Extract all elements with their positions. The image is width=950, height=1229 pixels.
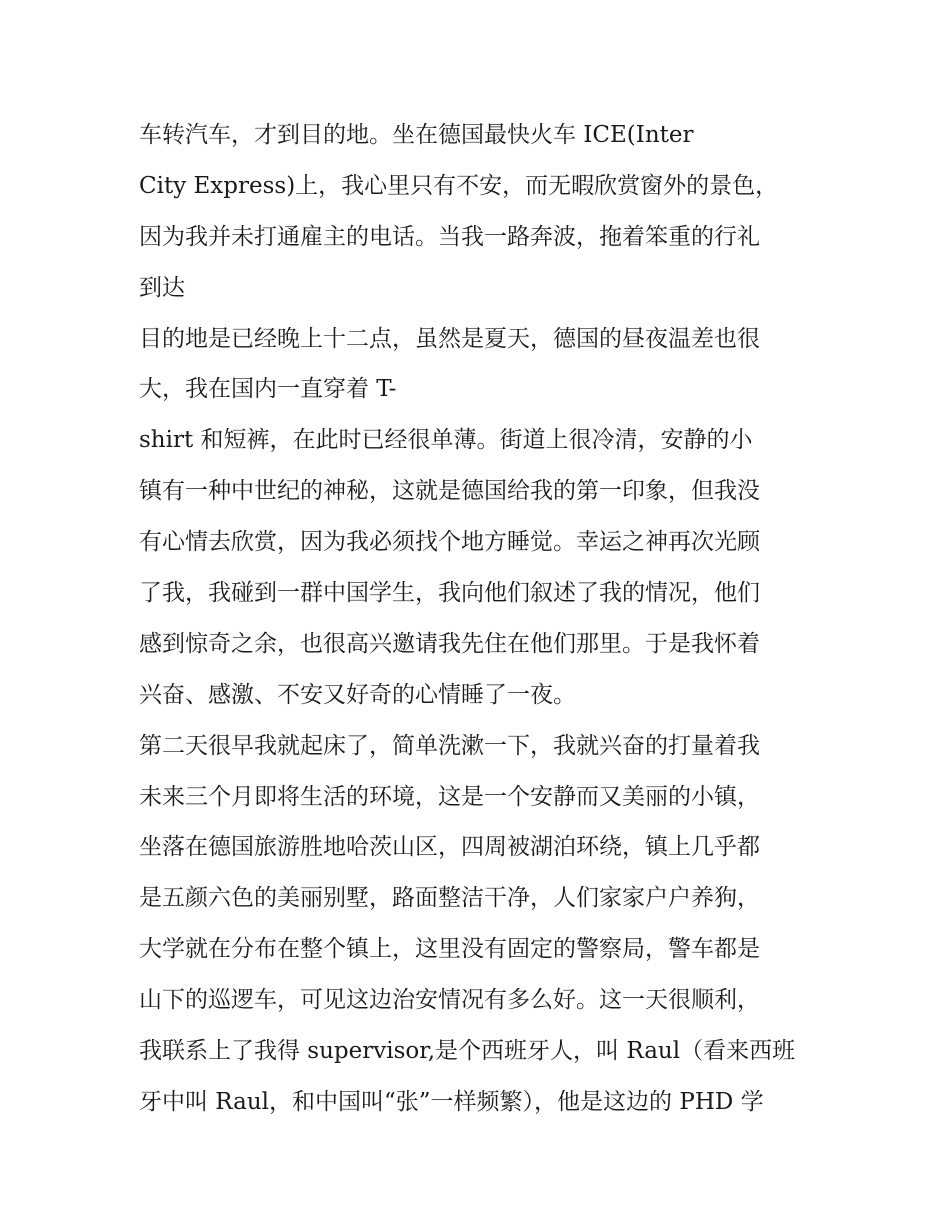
text-line: City Express)上，我心里只有不安，而无暇欣赏窗外的景色， (139, 172, 779, 199)
text-line: 第二天很早我就起床了，简单洗漱一下，我就兴奋的打量着我 (139, 732, 760, 759)
body-text (139, 110, 819, 1128)
text-line: 兴奋、感激、不安又好奇的心情睡了一夜。 (139, 681, 576, 708)
text-line: 我联系上了我得 supervisor,是个西班牙人，叫 Raul（看来西班 (139, 1038, 796, 1065)
text-line: 到达 (139, 274, 185, 301)
text-line: 目的地是已经晚上十二点，虽然是夏天，德国的昼夜温差也很 (139, 325, 760, 352)
text-line: 镇有一种中世纪的神秘，这就是德国给我的第一印象，但我没 (139, 478, 760, 505)
text-line: 牙中叫 Raul，和中国叫“张”一样频繁），他是这边的 PHD 学 (139, 1088, 764, 1115)
text-line: 了我，我碰到一群中国学生，我向他们叙述了我的情况，他们 (139, 580, 760, 607)
text-line: 大，我在国内一直穿着 T- (139, 376, 397, 403)
text-line: 未来三个月即将生活的环境，这是一个安静而又美丽的小镇， (139, 783, 760, 810)
text-line: 感到惊奇之余，也很高兴邀请我先住在他们那里。于是我怀着 (139, 630, 760, 657)
text-line: 是五颜六色的美丽别墅，路面整洁干净，人们家家户户养狗， (139, 885, 760, 912)
text-line: 山下的巡逻车，可见这边治安情况有多么好。这一天很顺利， (139, 987, 760, 1014)
text-line: 坐落在德国旅游胜地哈茨山区，四周被湖泊环绕，镇上几乎都 (139, 834, 760, 861)
text-line: shirt 和短裤，在此时已经很单薄。街道上很冷清，安静的小 (139, 427, 753, 454)
text-line: 因为我并未打通雇主的电话。当我一路奔波，拖着笨重的行礼 (139, 223, 760, 250)
text-line: 有心情去欣赏，因为我必须找个地方睡觉。幸运之神再次光顾 (139, 529, 760, 556)
text-line: 车转汽车，才到目的地。坐在德国最快火车 ICE(Inter (139, 122, 694, 148)
text-line: 大学就在分布在整个镇上，这里没有固定的警察局，警车都是 (139, 936, 760, 963)
